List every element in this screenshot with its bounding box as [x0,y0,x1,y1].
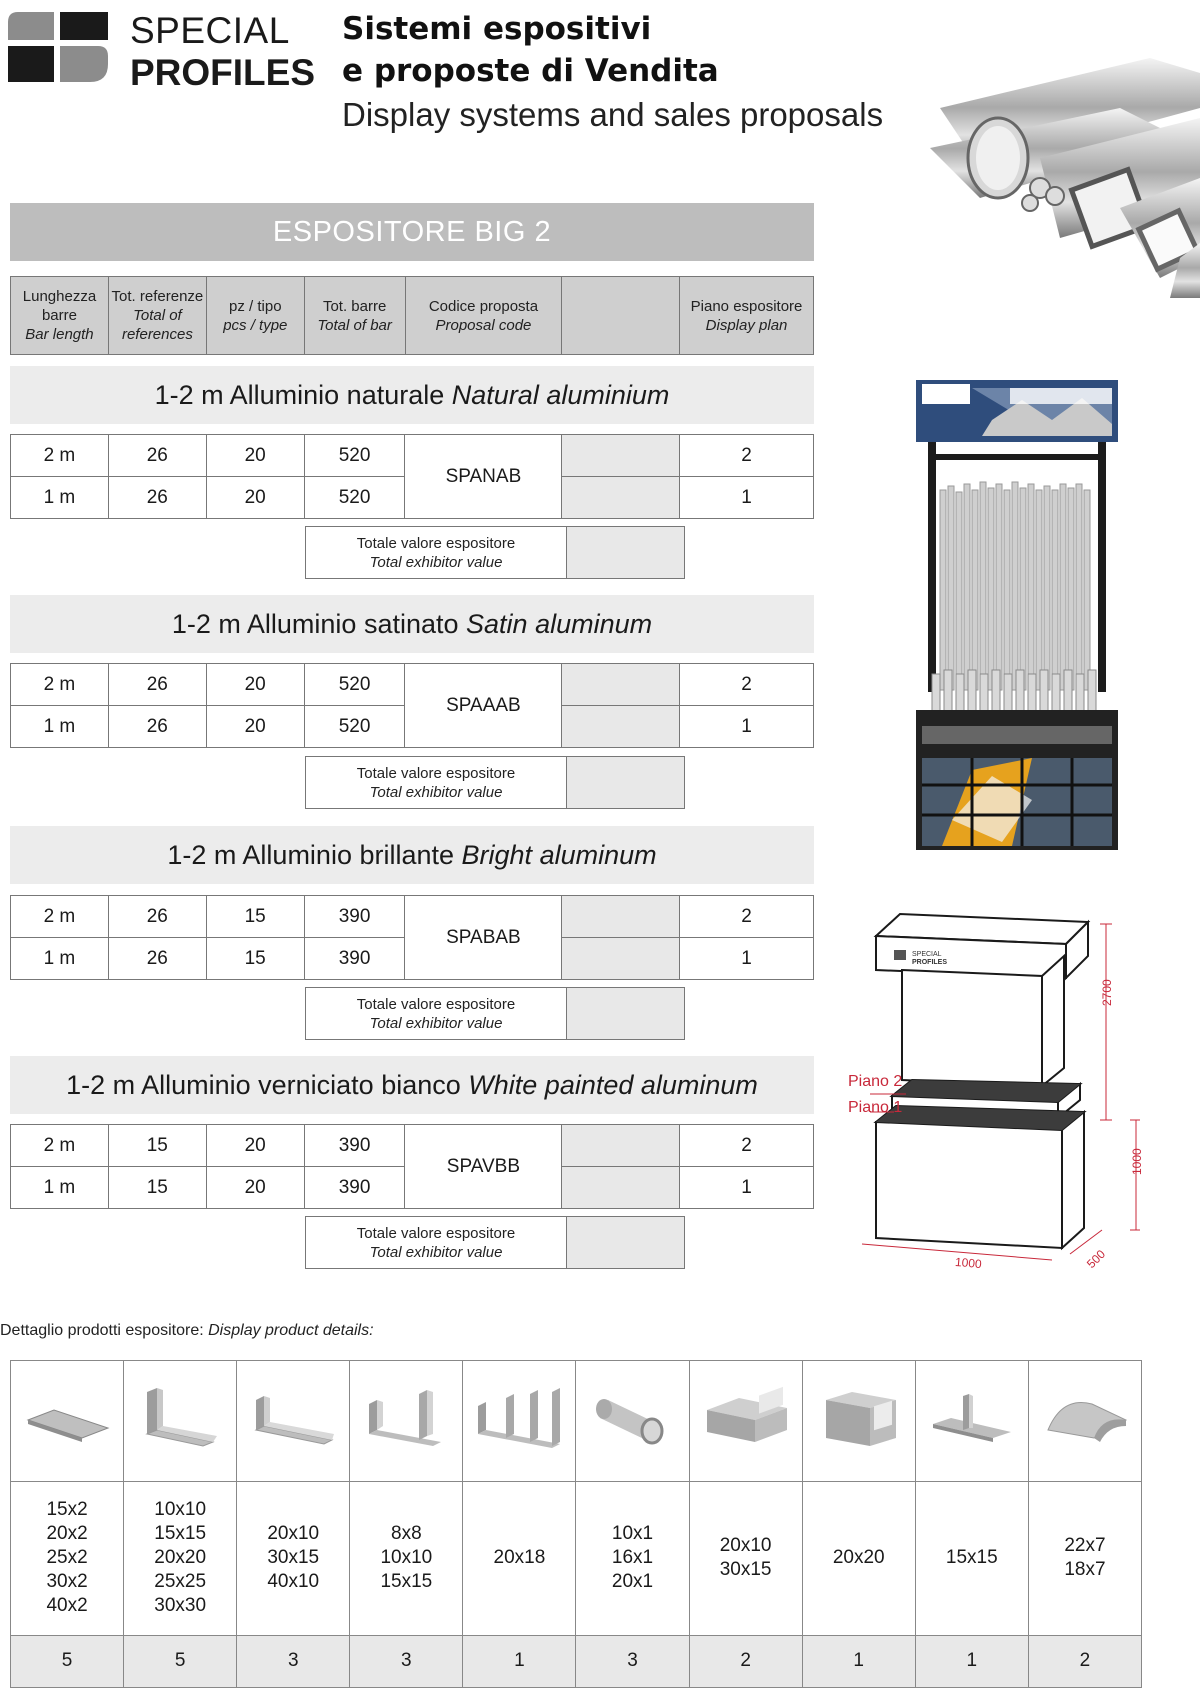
cell-pcs: 20 [206,664,304,706]
cell-refs: 15 [108,1167,206,1209]
cell-code: SPANAB [405,435,562,519]
aluminium-tubes-image [920,48,1200,298]
product-size: 16x1 [611,1547,654,1569]
cell-refs: 26 [108,664,206,706]
cell-blank [562,706,680,748]
equal-angle-icon [137,1386,223,1450]
product-size: 20x10 [267,1523,320,1545]
section-title-it: 1-2 m Alluminio brillante [167,840,455,870]
product-size: 20x20 [832,1547,885,1569]
cell-pcs: 20 [206,477,304,519]
product-size: 10x1 [611,1523,654,1545]
cell-plan: 1 [680,706,814,748]
total-label-it: Totale valore espositore [356,534,516,552]
dimension-height: 2700 [1100,979,1114,1006]
section-title-it: 1-2 m Alluminio verniciato bianco [66,1070,461,1100]
u-channel-icon [363,1386,449,1450]
cell-length: 1 m [11,1167,109,1209]
product-size: 10x10 [154,1499,207,1521]
section-title-en: Bright aluminum [461,840,657,870]
details-caption-it: Dettaglio prodotti espositore: [0,1322,204,1339]
product-size: 30x30 [154,1595,207,1617]
product-sizes-cell [689,1481,802,1635]
col-pcs-type [206,277,304,355]
unequal-angle-icon [250,1386,336,1450]
total-label-en: Total exhibitor value [369,1243,503,1261]
product-cell [237,1361,350,1482]
product-count-cell: 2 [1028,1635,1141,1687]
brand-line-2: PROFILES [130,52,316,93]
rectangular-tube-icon [703,1386,789,1450]
cell-blank [562,938,680,980]
cell-bars: 520 [304,664,405,706]
cell-blank [562,896,680,938]
data-table-satin [10,663,814,748]
cell-length: 2 m [11,664,109,706]
col-pcs-type-it: pz / tipo [229,297,282,315]
product-sizes-cell [124,1481,237,1635]
section-title-it: 1-2 m Alluminio satinato [171,609,459,639]
col-total-refs-it: Tot. referenze [111,288,204,305]
product-size: 20x10 [719,1535,772,1557]
product-cell [576,1361,689,1482]
cell-plan: 2 [680,435,814,477]
product-count-cell: 5 [124,1635,237,1687]
total-label [306,1217,567,1269]
heading-line-2: e proposte di Vendita [342,53,719,89]
cell-plan: 1 [680,938,814,980]
flat-bar-icon [24,1386,110,1450]
cell-length: 1 m [11,938,109,980]
total-value [567,757,685,809]
col-display-plan-it: Piano espositore [690,297,803,315]
product-cell [1028,1361,1141,1482]
heading-line-1: Sistemi espositivi [342,11,652,47]
product-count-cell: 3 [350,1635,463,1687]
product-cell [915,1361,1028,1482]
total-label [306,988,567,1040]
section-title-en: Natural aluminium [451,380,670,410]
col-proposal-code [405,277,562,355]
cell-bars: 390 [304,896,405,938]
main-title: ESPOSITORE BIG 2 [10,203,814,261]
product-sizes-row [11,1481,1142,1635]
col-bar-length-it: Lunghezza barre [22,288,97,324]
details-caption [0,1322,374,1340]
product-size: 15x15 [380,1571,433,1593]
cell-pcs: 15 [206,938,304,980]
product-size: 20x2 [46,1523,88,1545]
product-size: 15x15 [154,1523,207,1545]
cell-bars: 390 [304,1167,405,1209]
product-cell [689,1361,802,1482]
total-box-natural [305,526,685,579]
product-size: 22x7 [1064,1535,1106,1557]
product-counts-row [11,1635,1142,1687]
aluminium-tubes-icon [920,48,1200,298]
product-size: 20x1 [611,1571,654,1593]
details-caption-en: Display product details: [208,1322,374,1339]
product-sizes-cell [802,1481,915,1635]
col-total-bars [304,277,405,355]
total-value [567,1217,685,1269]
total-value [567,527,685,579]
cell-refs: 26 [108,938,206,980]
cell-length: 1 m [11,477,109,519]
product-cell [350,1361,463,1482]
brand-line-1: SPECIAL [130,10,290,51]
cell-bars: 520 [304,435,405,477]
data-table-bright [10,895,814,980]
product-sizes-cell [11,1481,124,1635]
display-stand-photo [912,380,1122,850]
total-label-it: Totale valore espositore [356,995,516,1013]
product-sizes-cell [350,1481,463,1635]
section-title-bright [10,826,814,884]
product-count-cell: 3 [237,1635,350,1687]
product-size: 25x2 [46,1547,88,1569]
section-title-natural [10,366,814,424]
total-label-en: Total exhibitor value [369,1014,503,1032]
col-bar-length [11,277,109,355]
total-label [306,757,567,809]
product-details-table [10,1360,1142,1688]
cell-plan: 1 [680,1167,814,1209]
col-total-bars-it: Tot. barre [322,297,387,315]
total-box-white [305,1216,685,1269]
total-label-it: Totale valore espositore [356,1224,516,1242]
cell-blank [562,435,680,477]
cell-pcs: 20 [206,435,304,477]
display-stand-icon [912,380,1122,850]
table-row [11,435,814,477]
col-bar-length-en: Bar length [25,326,94,343]
product-count-cell: 5 [11,1635,124,1687]
col-total-refs [108,277,206,355]
product-size: 15x15 [945,1547,998,1569]
cell-length: 2 m [11,896,109,938]
product-count-cell: 1 [463,1635,576,1687]
product-size: 40x2 [46,1595,88,1617]
cell-blank [562,1167,680,1209]
product-sizes-cell [1028,1481,1141,1635]
total-label [306,527,567,579]
piano-1-label: Piano 1 [848,1099,903,1116]
heading-line-3: Display systems and sales proposals [342,96,884,133]
cell-blank [562,1125,680,1167]
cell-refs: 26 [108,477,206,519]
cell-pcs: 20 [206,1125,304,1167]
total-box-bright [305,987,685,1040]
table-row [11,896,814,938]
cell-bars: 390 [304,938,405,980]
cell-plan: 2 [680,1125,814,1167]
total-label-it: Totale valore espositore [356,764,516,782]
product-sizes-cell [915,1481,1028,1635]
product-cell [11,1361,124,1482]
cell-bars: 520 [304,706,405,748]
cell-code: SPAVBB [405,1125,562,1209]
product-cell [124,1361,237,1482]
round-tube-icon [590,1386,676,1450]
cell-blank [562,664,680,706]
total-label-en: Total exhibitor value [369,553,503,571]
brand-logo [8,12,108,84]
page-heading [342,8,883,137]
square-tube-icon [816,1386,902,1450]
cell-refs: 26 [108,896,206,938]
dimension-depth: 500 [1083,1246,1109,1272]
product-size: 20x20 [154,1547,207,1569]
cell-length: 1 m [11,706,109,748]
cell-length: 2 m [11,435,109,477]
dimension-lower: 1000 [1130,1148,1144,1175]
product-size: 8x8 [391,1523,422,1545]
cell-plan: 2 [680,664,814,706]
product-sizes-cell [576,1481,689,1635]
total-box-satin [305,756,685,809]
piano-2-label: Piano 2 [848,1073,903,1090]
product-count-cell: 2 [689,1635,802,1687]
svg-text:PROFILES: PROFILES [912,959,948,966]
table-row [11,664,814,706]
product-size: 10x10 [380,1547,433,1569]
product-count-cell: 1 [802,1635,915,1687]
product-size: 30x2 [46,1571,88,1593]
section-title-en: White painted aluminum [468,1070,758,1100]
cell-code: SPABAB [405,896,562,980]
half-round-icon [1042,1386,1128,1450]
col-total-bars-en: Total of bar [317,316,392,334]
product-size: 15x2 [46,1499,88,1521]
column-header-row [10,276,814,355]
product-sizes-cell [463,1481,576,1635]
double-channel-icon [476,1386,562,1450]
cell-pcs: 20 [206,706,304,748]
product-size: 30x15 [267,1547,320,1569]
cell-length: 2 m [11,1125,109,1167]
cell-bars: 390 [304,1125,405,1167]
cell-pcs: 20 [206,1167,304,1209]
col-proposal-code-it: Codice proposta [428,297,539,315]
col-display-plan-en: Display plan [705,316,788,334]
product-cell [463,1361,576,1482]
product-count-cell: 3 [576,1635,689,1687]
cell-plan: 1 [680,477,814,519]
cell-plan: 2 [680,896,814,938]
table-row [11,1125,814,1167]
product-icons-row [11,1361,1142,1482]
product-size: 20x18 [493,1547,546,1569]
product-size: 30x15 [719,1559,772,1581]
col-proposal-code-en: Proposal code [435,316,532,334]
total-value [567,988,685,1040]
data-table-white [10,1124,814,1209]
product-size: 40x10 [267,1571,320,1593]
brand-name [130,10,315,94]
data-table-natural [10,434,814,519]
t-profile-icon [929,1386,1015,1450]
svg-text:SPECIAL: SPECIAL [912,951,942,958]
section-title-it: 1-2 m Alluminio naturale [154,380,445,410]
col-blank [562,277,680,355]
cell-refs: 15 [108,1125,206,1167]
product-size: 25x25 [154,1571,207,1593]
cell-pcs: 15 [206,896,304,938]
total-label-en: Total exhibitor value [369,783,503,801]
product-cell [802,1361,915,1482]
product-sizes-cell [237,1481,350,1635]
cell-bars: 520 [304,477,405,519]
cell-code: SPAAAB [405,664,562,748]
section-title-satin [10,595,814,653]
section-title-en: Satin aluminum [466,609,653,639]
product-size: 18x7 [1064,1559,1106,1581]
col-total-refs-en: Total of references [121,307,193,343]
section-title-white [10,1056,814,1114]
cell-blank [562,477,680,519]
product-count-cell: 1 [915,1635,1028,1687]
dimension-width: 1000 [954,1254,983,1272]
col-display-plan [680,277,814,355]
cell-refs: 26 [108,435,206,477]
cell-refs: 26 [108,706,206,748]
brand-logo-icon [8,12,108,84]
col-pcs-type-en: pcs / type [223,316,288,334]
